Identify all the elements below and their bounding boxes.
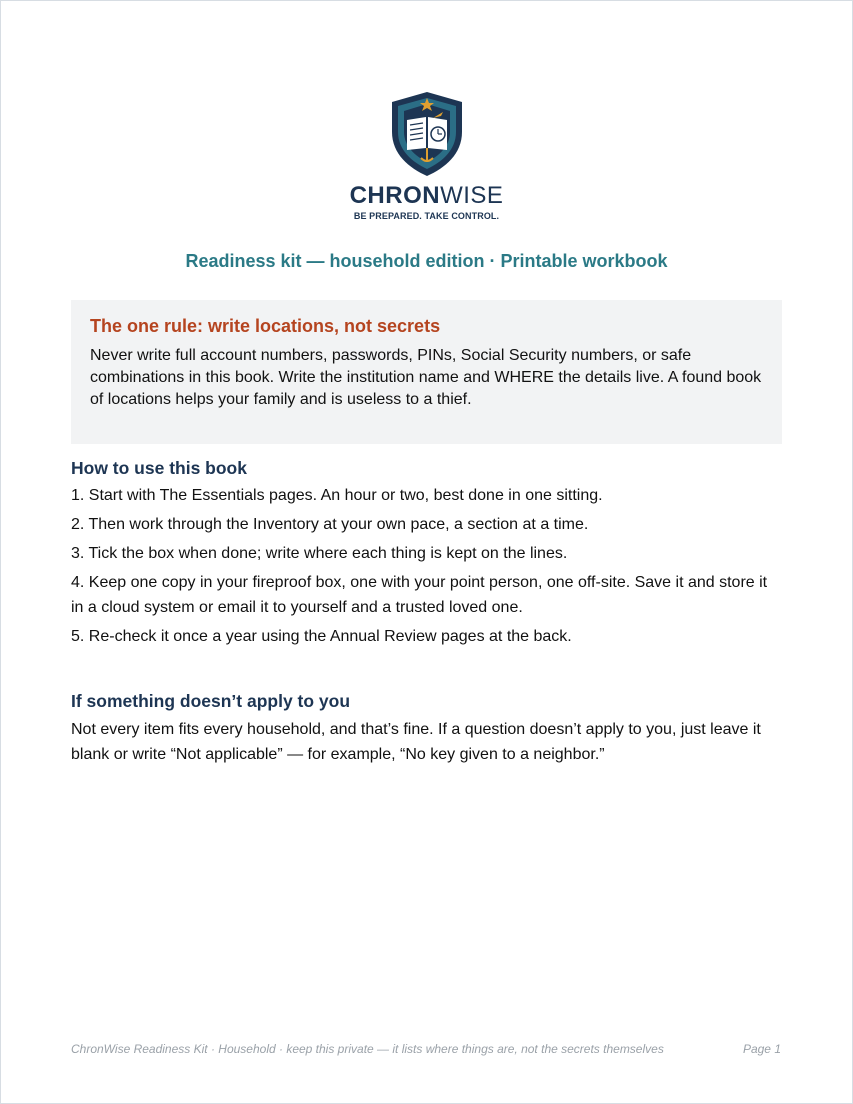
shield-book-icon xyxy=(387,90,467,180)
brand-tagline: BE PREPARED. TAKE CONTROL. xyxy=(353,211,500,221)
rule-callout-text: Never write full account numbers, passwords, PINs, Social Security numbers, or safe combinations in this book. Write the institution name and WHERE the details live. A found book of locations helps your family and is useless to a thief. xyxy=(90,347,762,408)
brand-light: WISE xyxy=(440,182,504,209)
list-item: 4. Keep one copy in your fireproof box, one with your point person, one off-site. Save it and store it in a cloud system or email it to yourself and a trusted loved one. xyxy=(71,574,768,616)
rule-callout-box xyxy=(71,300,782,444)
document-subtitle: Readiness kit — household edition · Printable workbook xyxy=(185,251,668,271)
footer-note: ChronWise Readiness Kit · Household · keep this private — it lists where things are, not the secrets themselves xyxy=(71,1042,664,1056)
list-item: 2. Then work through the Inventory at your own pace, a section at a time. xyxy=(71,516,589,533)
chronwise-logo xyxy=(0,90,853,222)
not-apply-text: Not every item fits every household, and that’s fine. If a question doesn’t apply to you, just leave it blank or write “Not applicable” — for example, “No key given to a neighbor.” xyxy=(71,721,761,763)
not-apply-heading: If something doesn’t apply to you xyxy=(71,691,351,711)
how-to-steps-list xyxy=(71,483,771,653)
list-item: 3. Tick the box when done; write where each thing is kept on the lines. xyxy=(71,545,568,562)
list-item: 1. Start with The Essentials pages. An hour or two, best done in one sitting. xyxy=(71,487,603,504)
brand-wordmark xyxy=(350,182,504,210)
list-item: 5. Re-check it once a year using the Annual Review pages at the back. xyxy=(71,628,572,645)
page-number: Page 1 xyxy=(742,1042,781,1056)
brand-bold: CHRON xyxy=(349,182,441,209)
rule-callout-title: The one rule: write locations, not secrets xyxy=(90,316,441,336)
how-to-heading: How to use this book xyxy=(71,458,247,478)
